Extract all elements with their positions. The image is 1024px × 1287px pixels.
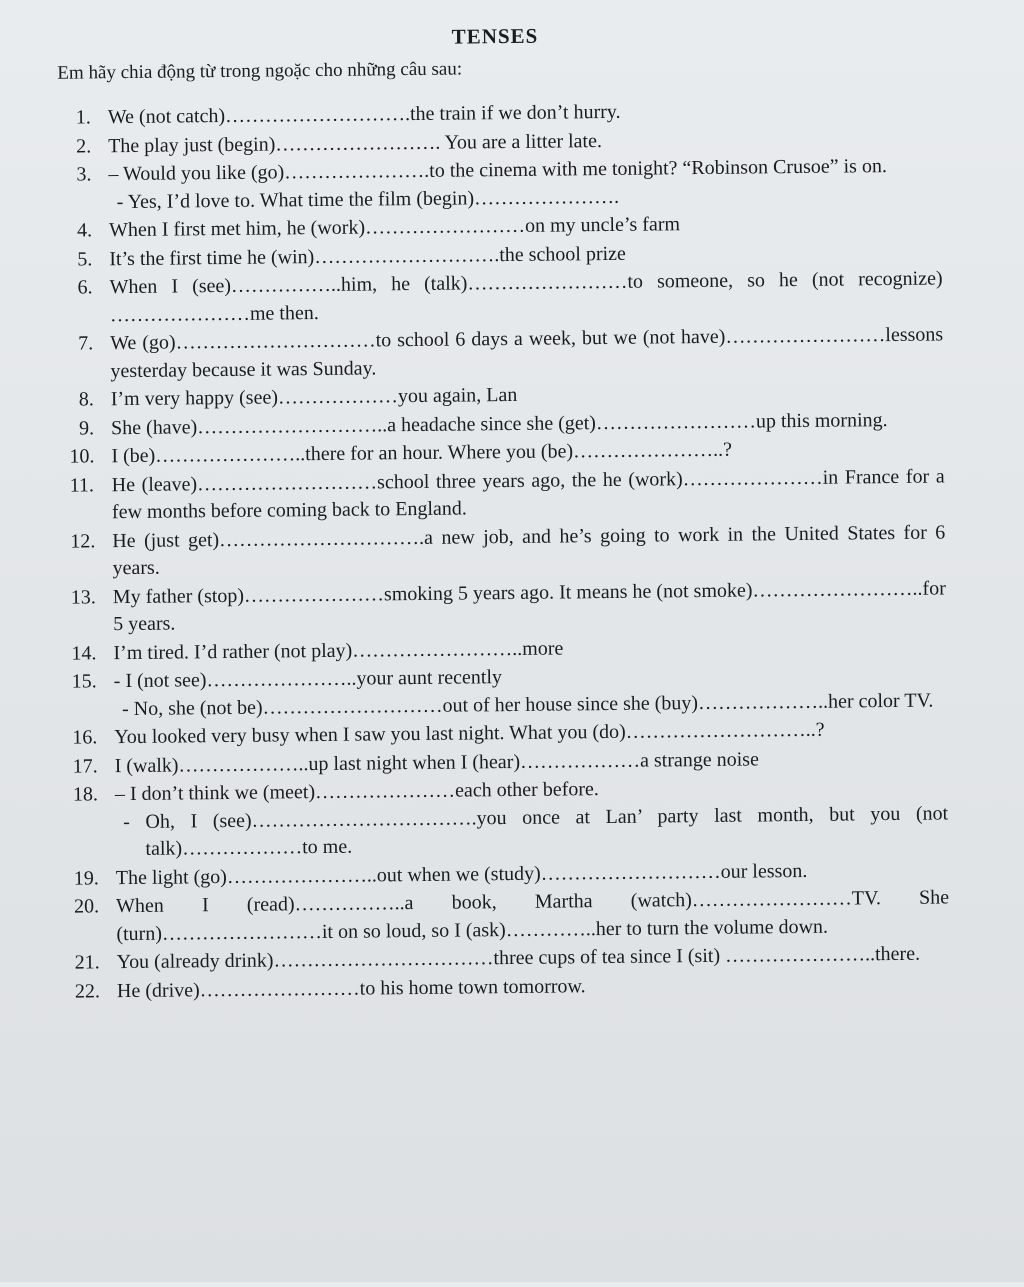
question-item (43, 772, 949, 864)
question-text: When I (see)……………..him, he (talk)……………………to someone, so he (not recognize) …………………me then. (109, 267, 943, 326)
question-number: 1. (75, 106, 91, 129)
question-item (42, 659, 948, 723)
question-subline: - No, she (not be)………………………out of her house since she (buy)………………..her color TV. (121, 689, 934, 720)
question-text: He (drive)……………………to his home town tomorrow. (116, 974, 586, 1002)
question-text: The light (go)…………………..out when we (study)………………………our lesson. (115, 859, 808, 889)
question-number: 20. (73, 895, 100, 918)
question-number: 12. (70, 529, 96, 553)
question-text: I’m very happy (see)………………you again, Lan (110, 383, 518, 411)
question-list (36, 95, 950, 1006)
question-item (36, 152, 942, 216)
question-text: I’m tired. I’d rather (not play)……………………..more (113, 636, 564, 664)
question-number: 18. (72, 783, 99, 806)
question-text: You looked very busy when I saw you last night. What you (do)………………………..? (114, 718, 825, 749)
question-text: When I first met him, he (work)……………………on my uncle’s farm (108, 213, 681, 242)
question-number: 21. (74, 951, 100, 974)
question-number: 19. (73, 866, 99, 890)
question-text: We (go)…………………………to school 6 days a week, but we (not have)……………………lessons yesterday because it was Sunday. (110, 323, 944, 382)
question-text: My father (stop)…………………smoking 5 years ago. It means he (not smoke)……………………..for 5 years. (112, 576, 946, 636)
question-text: He (just get)………………………….a new job, and he’s going to work in the United States for 6 years. (112, 520, 946, 580)
question-number: 9. (78, 416, 95, 440)
question-number: 5. (77, 247, 93, 271)
question-item (37, 265, 943, 329)
question-number: 16. (72, 726, 98, 749)
question-subline: - Yes, I’d love to. What time the film (begin)…………………. (116, 185, 620, 213)
question-text: I (walk)………………..up last night when I (hear)………………a strange noise (114, 747, 760, 777)
question-number: 11. (69, 473, 95, 497)
question-text: – I don’t think we (meet)…………………each other before. (114, 778, 599, 806)
question-number: 17. (72, 754, 98, 778)
question-number: 8. (78, 388, 94, 411)
question-number: 13. (70, 585, 96, 609)
question-text: – Would you like (go)………………….to the cinema with me tonight? “Robinson Crusoe” is on. (108, 155, 888, 186)
question-number: 15. (71, 670, 97, 693)
question-text: It’s the first time he (win)……………………….the school prize (109, 242, 626, 270)
question-text: The play just (begin)……………………. You are a litter late. (108, 129, 603, 157)
question-item (40, 519, 946, 583)
question-text: You (already drink)……………………………three cups of tea since I (sit) …………………..there. (116, 942, 921, 974)
question-number: 14. (71, 641, 97, 665)
question-number: 7. (78, 332, 94, 355)
question-number: 22. (74, 979, 101, 1003)
question-number: 6. (77, 276, 93, 299)
question-text: I (be)…………………..there for an hour. Where you (be)…………………..? (111, 438, 733, 468)
instruction-text: Em hãy chia động từ trong ngoặc cho những câu sau: (57, 58, 463, 84)
page-title: TENSES (451, 23, 539, 49)
question-number: 3. (76, 163, 92, 186)
question-item (38, 321, 944, 385)
question-number: 10. (69, 445, 95, 468)
question-subline: - Oh, I (see)…………………………….you once at Lan’ party last month, but you (not talk)………………to me. (123, 801, 949, 860)
question-number: 2. (76, 134, 92, 158)
question-item (41, 575, 947, 639)
question-text: We (not catch)……………………….the train if we don’t hurry. (107, 100, 621, 129)
question-text: - I (not see)…………………..your aunt recently (113, 666, 503, 693)
question-item (44, 884, 950, 948)
question-text: She (have)………………………..a headache since she (get)……………………up this morning. (110, 408, 888, 439)
question-text: He (leave)………………………school three years ago, the he (work)…………………in France for a few months before coming back to England. (111, 464, 945, 524)
question-number: 4. (76, 219, 93, 242)
question-item (40, 463, 946, 527)
question-text: When I (read)……………..a book, Martha (watch)……………………TV. She (turn)……………………it on so loud, so I (ask)…………..her to turn the volume down. (115, 886, 950, 945)
